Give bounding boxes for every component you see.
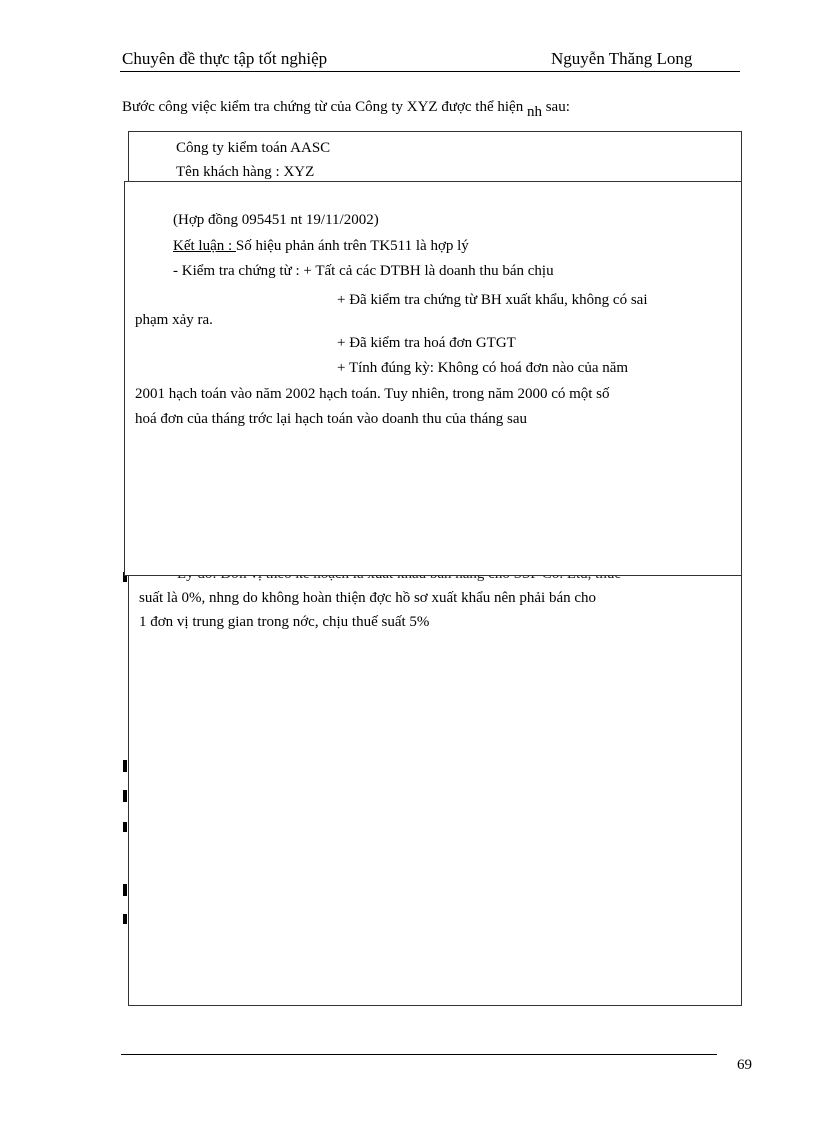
reason-box (128, 575, 742, 1006)
check-item-vat: + Đã kiểm tra hoá đơn GTGT (337, 335, 516, 351)
conclusion-box (124, 181, 742, 576)
reason-line-2: suất là 0%, nhng do không hoàn thiện đợc hồ sơ xuất khẩu nên phải bán cho (139, 590, 597, 606)
conclusion-line (173, 239, 469, 254)
auditor-name: Công ty kiểm toán AASC (176, 140, 331, 156)
check-item-export: + Đã kiểm tra chứng từ BH xuất khẩu, không có sai (337, 292, 648, 308)
header-title: Chuyên đề thực tập tốt nghiệp (122, 49, 328, 68)
intro-nh: nh (526, 104, 542, 120)
header-author: Nguyễn Thăng Long (551, 49, 693, 68)
contract-ref: (Hợp đồng 095451 nt 19/11/2002) (173, 212, 379, 228)
client-name: Tên khách hàng : XYZ (176, 164, 315, 180)
page-number: 69 (737, 1057, 752, 1073)
header-rule (120, 71, 740, 72)
intro-paragraph (122, 99, 570, 120)
underlying-text-fragment (123, 760, 127, 772)
underlying-text-fragment (123, 884, 127, 896)
check-item-cutoff: + Tính đúng kỳ: Không có hoá đơn nào của năm (337, 360, 629, 376)
check-item-cutoff-cont: 2001 hạch toán vào năm 2002 hạch toán. Tuy nhiên, trong năm 2000 có một số (135, 386, 610, 402)
underlying-text-fragment (123, 822, 127, 832)
conclusion-label: Kết luận : (173, 238, 236, 254)
check-item-cutoff-cont-2: hoá đơn của tháng trớc lại hạch toán vào doanh thu của tháng sau (135, 411, 527, 427)
footer-rule (121, 1054, 717, 1055)
check-line: - Kiểm tra chứng từ : + Tất cả các DTBH là doanh thu bán chịu (173, 263, 554, 279)
auditor-box (128, 131, 742, 183)
underlying-text-fragment (123, 914, 127, 924)
check-item-export-cont: phạm xảy ra. (135, 312, 213, 328)
reason-line-3: 1 đơn vị trung gian trong nớc, chịu thuế suất 5% (139, 614, 430, 630)
conclusion-text: Số hiệu phản ánh trên TK511 là hợp lý (235, 238, 469, 254)
intro-tail: sau: (541, 99, 570, 115)
underlying-text-fragment (123, 790, 127, 802)
intro-text: Bước công việc kiểm tra chứng từ của Công ty XYZ được thể hiện (122, 99, 527, 115)
